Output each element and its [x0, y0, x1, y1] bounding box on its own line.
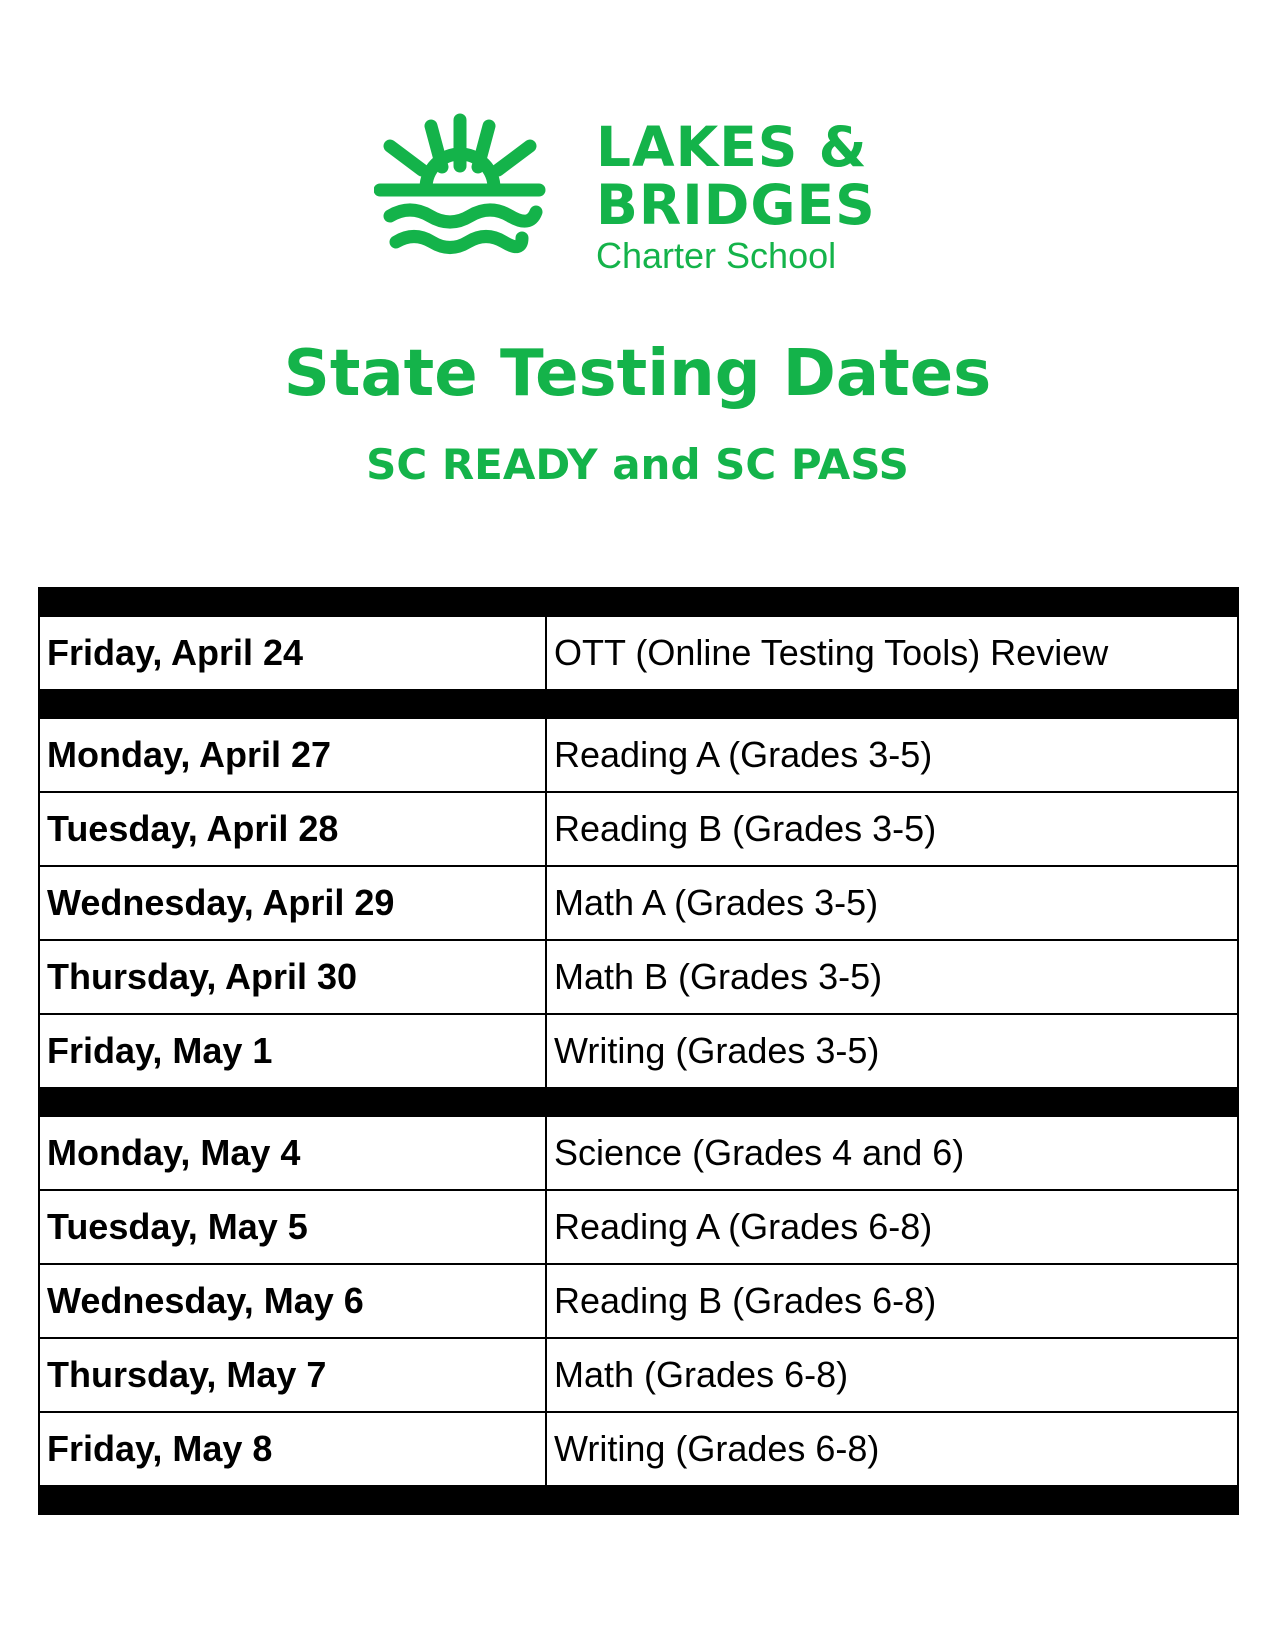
test-subject: Reading B (Grades 3-5) — [546, 792, 1238, 866]
test-date: Thursday, April 30 — [39, 940, 546, 1014]
test-subject: Reading A (Grades 3-5) — [546, 718, 1238, 792]
test-subject: OTT (Online Testing Tools) Review — [546, 616, 1238, 690]
page-subtitle: SC READY and SC PASS — [366, 440, 909, 489]
separator-bar — [39, 690, 1238, 718]
separator-bar — [39, 1486, 1238, 1514]
test-subject: Writing (Grades 3-5) — [546, 1014, 1238, 1088]
table-row — [39, 1116, 1238, 1190]
separator-bar-cell — [39, 690, 1238, 718]
test-subject: Math (Grades 6-8) — [546, 1338, 1238, 1412]
test-date: Friday, April 24 — [39, 616, 546, 690]
school-name-line2: BRIDGES — [596, 173, 876, 237]
test-subject: Science (Grades 4 and 6) — [546, 1116, 1238, 1190]
table-row — [39, 1264, 1238, 1338]
school-logo — [374, 112, 914, 276]
school-name-line1: LAKES & — [596, 115, 868, 179]
table-row — [39, 718, 1238, 792]
table-row — [39, 1014, 1238, 1088]
table-row — [39, 866, 1238, 940]
test-date: Tuesday, May 5 — [39, 1190, 546, 1264]
test-date: Wednesday, April 29 — [39, 866, 546, 940]
school-name — [596, 115, 876, 276]
separator-bar — [39, 588, 1238, 616]
test-date: Thursday, May 7 — [39, 1338, 546, 1412]
test-subject: Math A (Grades 3-5) — [546, 866, 1238, 940]
separator-bar — [39, 1088, 1238, 1116]
separator-bar-cell — [39, 588, 1238, 616]
table-row — [39, 940, 1238, 1014]
table-row — [39, 1412, 1238, 1486]
table-row — [39, 792, 1238, 866]
test-date: Friday, May 8 — [39, 1412, 546, 1486]
test-subject: Reading A (Grades 6-8) — [546, 1190, 1238, 1264]
sun-over-water-icon — [374, 112, 564, 272]
separator-bar-cell — [39, 1088, 1238, 1116]
testing-schedule-table — [38, 587, 1239, 1515]
test-subject: Writing (Grades 6-8) — [546, 1412, 1238, 1486]
schedule-body — [39, 588, 1238, 1514]
page-title: State Testing Dates — [283, 337, 992, 411]
test-date: Monday, May 4 — [39, 1116, 546, 1190]
separator-bar-cell — [39, 1486, 1238, 1514]
table-row — [39, 1338, 1238, 1412]
test-date: Friday, May 1 — [39, 1014, 546, 1088]
test-subject: Reading B (Grades 6-8) — [546, 1264, 1238, 1338]
test-date: Tuesday, April 28 — [39, 792, 546, 866]
table-row — [39, 1190, 1238, 1264]
test-date: Monday, April 27 — [39, 718, 546, 792]
test-date: Wednesday, May 6 — [39, 1264, 546, 1338]
test-subject: Math B (Grades 3-5) — [546, 940, 1238, 1014]
school-name-line3: Charter School — [596, 235, 837, 276]
table-row — [39, 616, 1238, 690]
